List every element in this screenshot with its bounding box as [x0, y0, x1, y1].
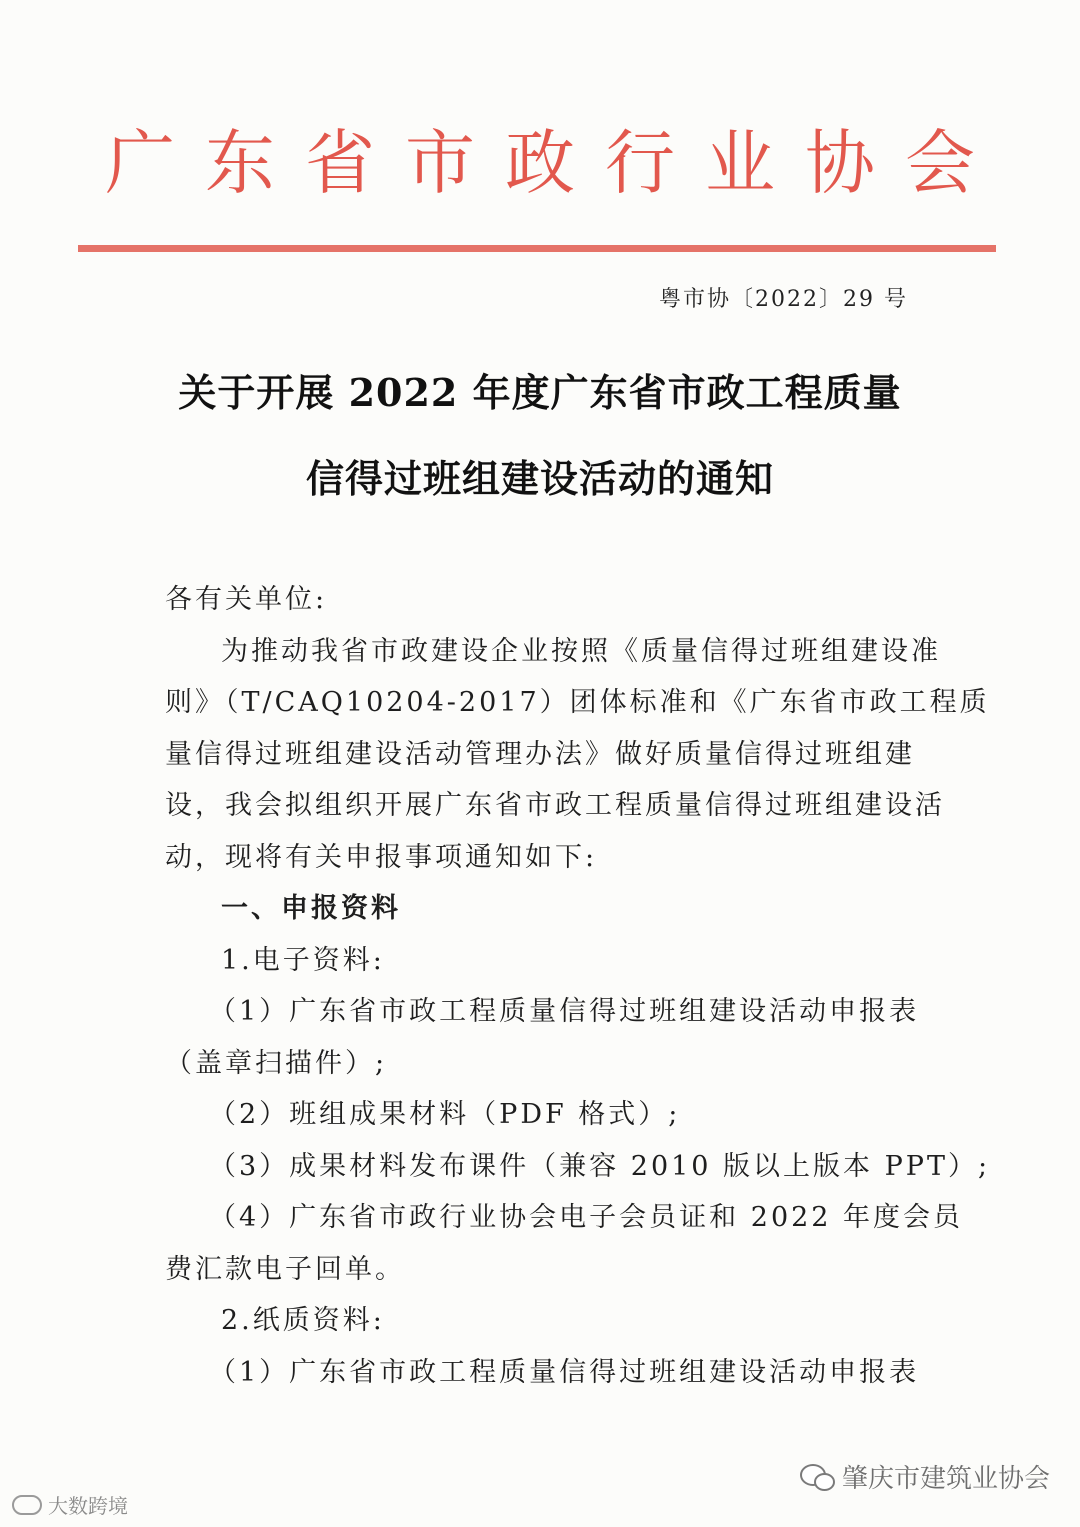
watermark-text: 大数跨境 — [48, 1494, 128, 1518]
intro-line: 为推动我省市政建设企业按照《质量信得过班组建设准 — [221, 635, 941, 667]
letterhead-divider — [78, 245, 996, 252]
subsection-heading: 1.电子资料: — [221, 944, 385, 976]
list-item: （4）广东省市政行业协会电子会员证和 2022 年度会员 — [209, 1202, 964, 1233]
document-number: 粤市协〔2022〕29 号 — [659, 287, 908, 312]
watermark-text: 肇庆市建筑业协会 — [841, 1464, 1050, 1494]
list-item: （1）广东省市政工程质量信得过班组建设活动申报表 — [209, 1356, 920, 1388]
salutation: 各有关单位: — [165, 584, 328, 615]
organization-letterhead: 广东省市政行业协会 — [105, 122, 1005, 204]
intro-line: 设，我会拟组织开展广东省市政工程质量信得过班组建设活 — [165, 790, 945, 821]
list-item-continuation: 费汇款电子回单。 — [165, 1253, 405, 1285]
intro-line: 量信得过班组建设活动管理办法》做好质量信得过班组建 — [165, 738, 915, 770]
subsection-heading: 2.纸质资料: — [221, 1305, 385, 1336]
section-heading: 一、申报资料 — [221, 893, 401, 924]
list-item-continuation: （盖章扫描件）; — [165, 1047, 388, 1079]
list-item: （3）成果材料发布课件（兼容 2010 版以上版本 PPT）; — [209, 1150, 991, 1182]
source-watermark — [800, 1458, 1050, 1495]
list-item: （1）广东省市政工程质量信得过班组建设活动申报表 — [209, 996, 920, 1027]
notice-title-line-2: 信得过班组建设活动的通知 — [305, 456, 774, 501]
list-item: （2）班组成果材料（PDF 格式）; — [209, 1099, 681, 1130]
document-body — [165, 574, 991, 1398]
notice-title-line-1: 关于开展 2022 年度广东省市政工程质量 — [178, 370, 902, 415]
intro-line: 动，现将有关申报事项通知如下: — [165, 841, 598, 873]
intro-line: 则》（T/CAQ10204-2017）团体标准和《广东省市政工程质 — [165, 687, 990, 718]
brand-logo-icon — [12, 1495, 42, 1515]
wechat-icon — [800, 1464, 834, 1490]
corner-watermark — [12, 1490, 128, 1519]
